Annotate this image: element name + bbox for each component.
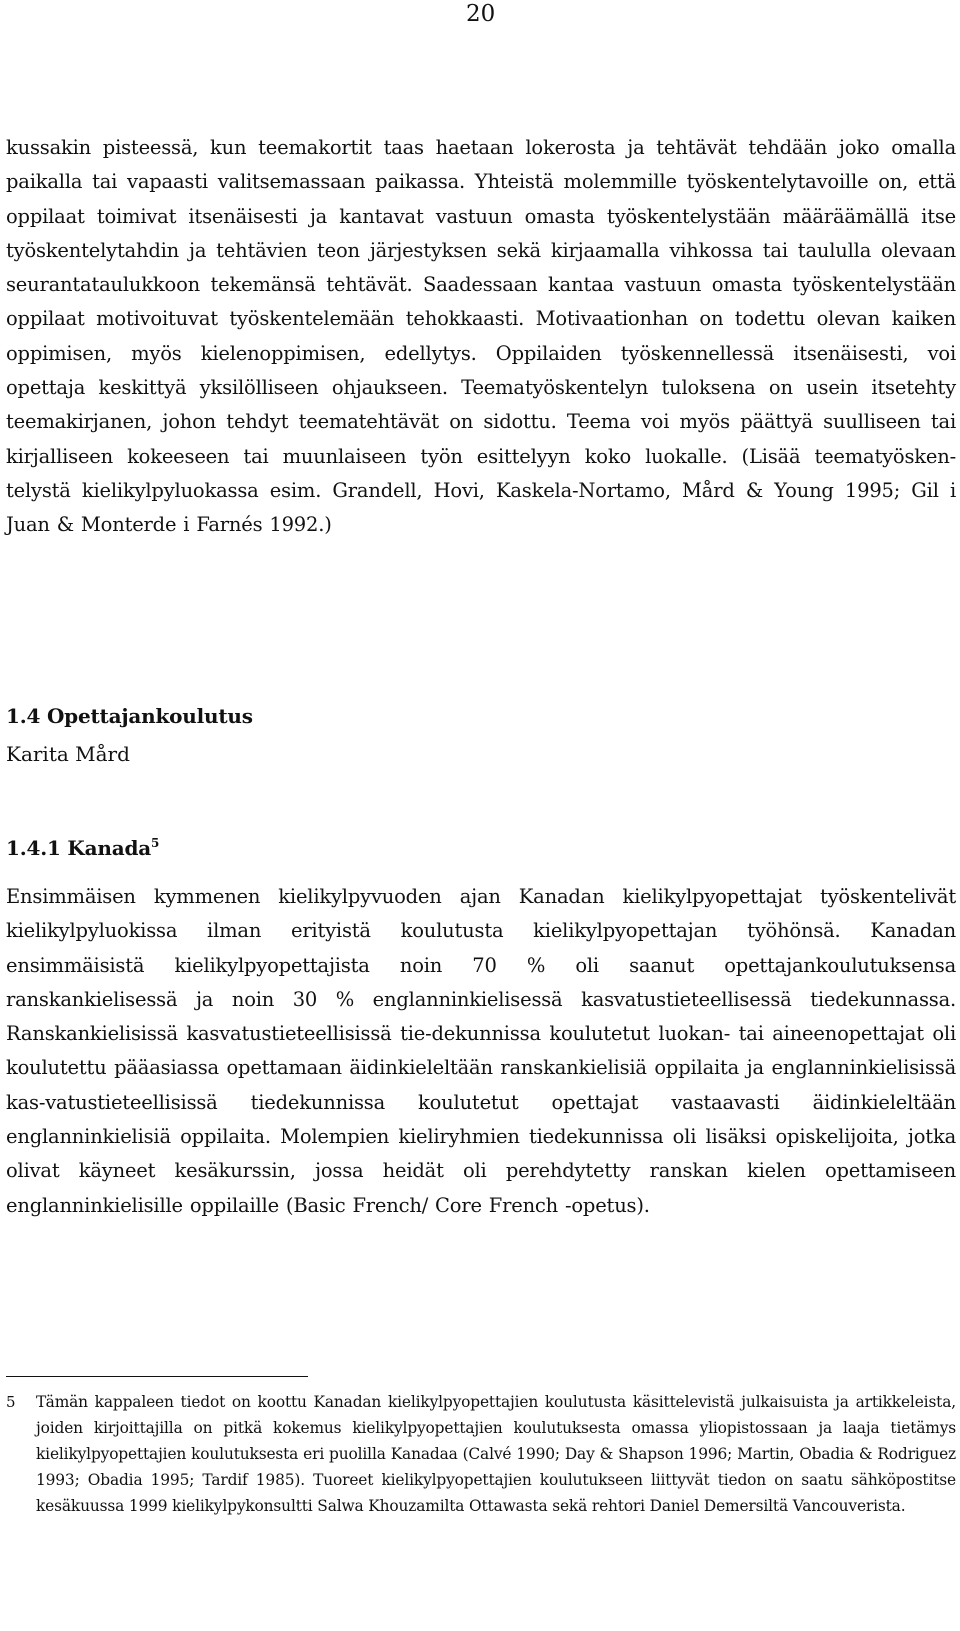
section-author: Karita Mård — [6, 742, 130, 766]
body-paragraph: Ensimmäisen kymmenen kielikylpyvuoden ajan Kanadan kielikylpyopettajat työskentelivät kielikylpyluokissa ilman erityistä koulutusta kielikylpyopettajan työhönsä. Kanadan ensimmäisistä kielikylpyopettajista noin 70 % oli saanut opettajankoulutuksensa ranskankielisessä ja noin 30 % englanninkielisessä kasvatustieteellisessä tiedekunnassa. Ranskankielisissä kasvatustieteellisissä tie-dekunnissa koulutetut luokan- tai aineenopettajat oli koulutettu pääasiassa opettamaan äidinkieleltään ranskankielisiä oppilaita ja englanninkielisissä kas-vatustieteellisissä tiedekunnissa koulutetut opettajat vastaavasti äidinkieleltään englanninkielisiä oppilaita. Molempien kieliryhmien tiedekunnissa oli lisäksi opiskelijoita, jotka olivat käyneet kesäkurssin, jossa heidät oli perehdytetty ranskan kielen opettamiseen englanninkielisille oppilaille (Basic French/ Core French -opetus). — [6, 885, 956, 1217]
subsection-heading-text: 1.4.1 Kanada — [6, 836, 152, 860]
page-number: 20 — [466, 1, 496, 27]
footnote-separator — [6, 1376, 308, 1377]
body-paragraph: kussakin pisteessä, kun teemakortit taas haetaan lokerosta ja tehtävät tehdään joko omalla paikalla tai vapaasti valitsemassaan paikassa. Yhteistä molemmille työskentelytavoille on, että oppilaat toimivat itsenäisesti ja kantavat vastuun omasta työskentelystään määräämällä itse työskentelytahdin ja tehtävien teon järjestyksen sekä kirjaamalla vihkossa tai taululla olevaan seurantataulukkoon tekemänsä tehtävät. Saadessaan kantaa vastuun omasta työskentelystään oppilaat motivoituvat työskentelemään tehokkaasti. Motivaationhan on todettu olevan kaiken oppimisen, myös kielenoppimisen, edellytys. Oppilaiden työskennellessä itsenäisesti, voi opettaja keskittyä yksilölliseen ohjaukseen. Teematyöskentelyn tuloksena on usein itsetehty teemakirjanen, johon tehdyt teematehtävät on sidottu. Teema voi myös päättyä suulliseen tai kirjalliseen kokeeseen tai muunlaiseen työn esittelyyn koko luokalle. (Lisää teematyösken-telystä kielikylpyluokassa esim. Grandell, Hovi, Kaskela-Nortamo, Mård & Young 1995; Gil i Juan & Monterde i Farnés 1992.) — [6, 136, 956, 537]
footnote-text: Tämän kappaleen tiedot on koottu Kanadan kielikylpyopettajien koulutusta käsittelevistä julkaisuista ja artikkeleista, joiden kirjoittajilla on pitkä kokemus kielikylpyopettajien koulutuksesta omassa yliopistossaan ja laaja tietämys kielikylpyopettajien koulutuksesta eri puolilla Kanadaa (Calvé 1990; Day & Shapson 1996; Martin, Obadia & Rodriguez 1993; Obadia 1995; Tardif 1985). Tuoreet kielikylpyopettajien koulutukseen liittyvät tiedon on saatu sähköpostitse kesäkuussa 1999 kielikylpykonsultti Salwa Khouzamilta Ottawasta sekä rehtori Daniel Demersiltä Vancouverista. — [36, 1393, 956, 1516]
footnote-reference: 5 — [151, 836, 160, 850]
section-heading: 1.4 Opettajankoulutus — [6, 704, 253, 728]
subsection-heading — [6, 829, 159, 862]
footnote-number: 5 — [6, 1393, 16, 1411]
